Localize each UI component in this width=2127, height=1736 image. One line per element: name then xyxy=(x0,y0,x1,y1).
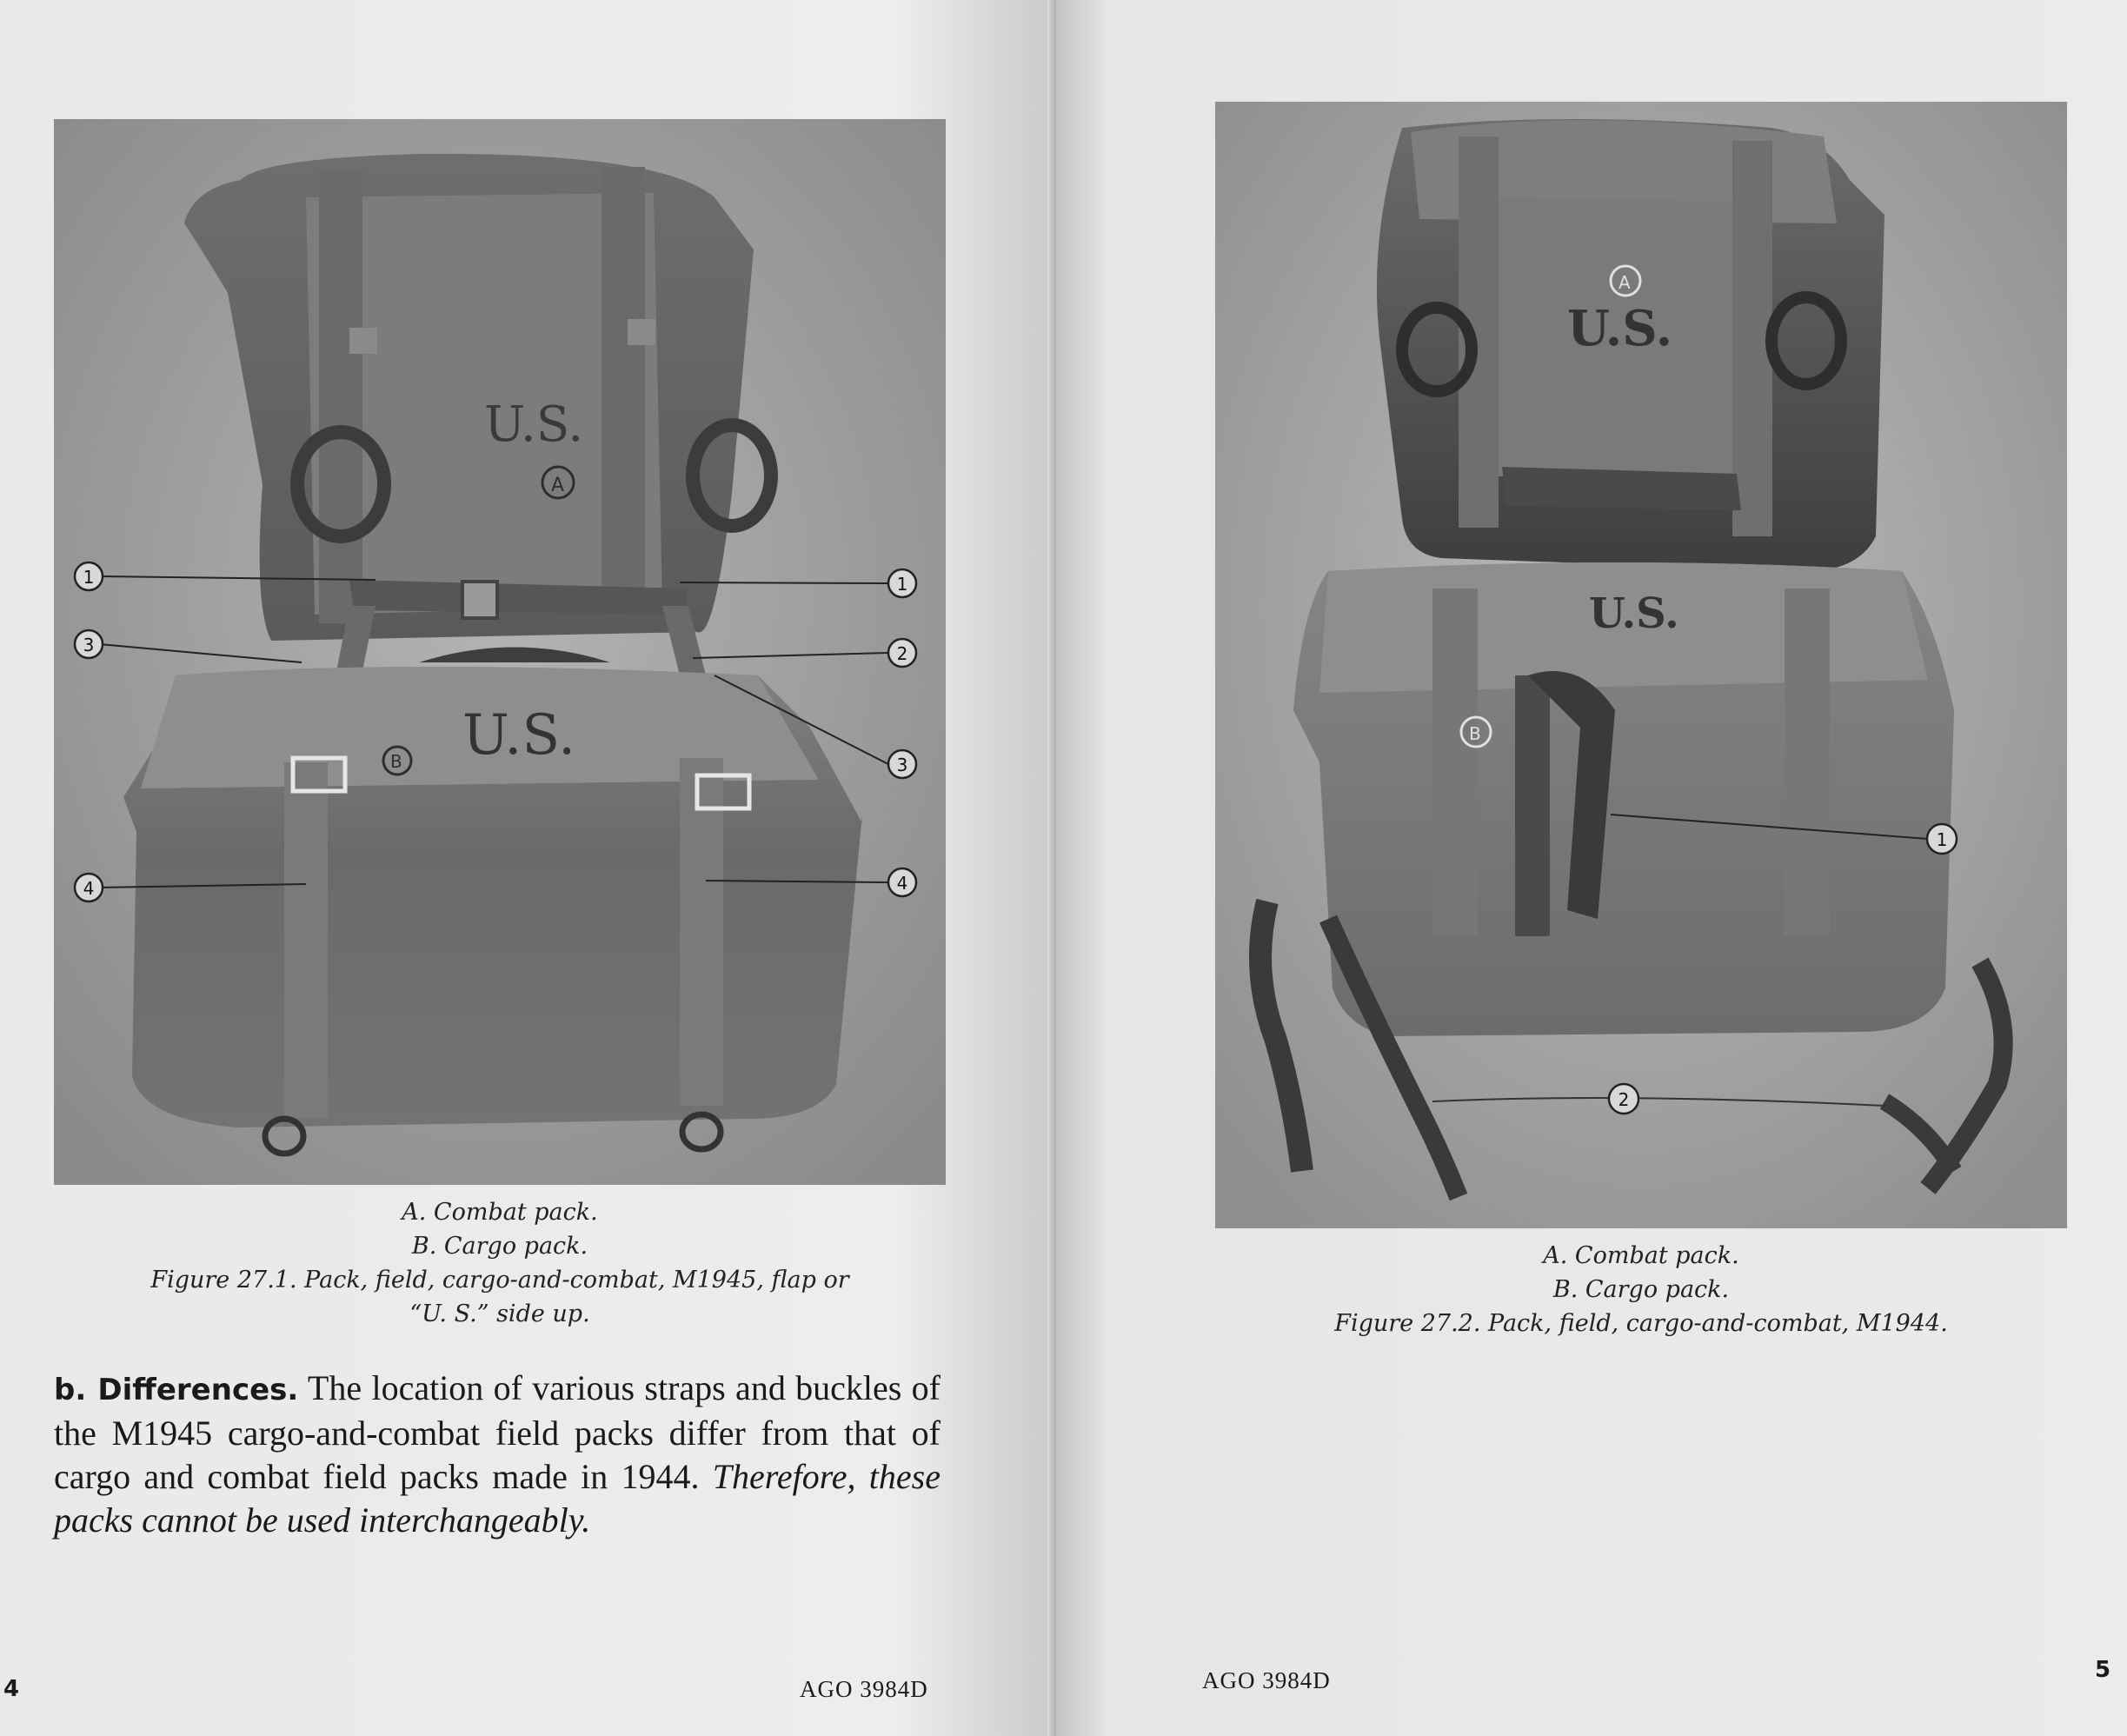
callout-4-left xyxy=(75,874,103,901)
callout-2-1944 xyxy=(1609,1084,1638,1114)
cargo-pack-us-marking: U.S. xyxy=(462,703,576,768)
caption-line-cargo-pack-1944: B. Cargo pack. xyxy=(1552,1276,1730,1303)
caption-line-figure-title-1944: Figure 27.2. Pack, field, cargo-and-combat, M1944. xyxy=(1334,1310,1948,1337)
svg-text:4: 4 xyxy=(83,878,95,899)
callout-1-1944 xyxy=(1927,824,1957,854)
doc-code-left: AGO 3984D xyxy=(800,1676,928,1702)
label-a-1944: A xyxy=(1619,272,1631,293)
paragraph-emphasis: Therefore, these packs cannot be used interchangeably. xyxy=(54,1457,941,1540)
combat-pack-us-marking-1944: U.S. xyxy=(1567,300,1673,357)
callout-1-left xyxy=(75,562,103,590)
page-number-right: 5 xyxy=(2095,1657,2111,1683)
callout-1-right xyxy=(888,569,916,597)
figure-27-1-caption xyxy=(54,1195,946,1331)
caption-line-figure-title: Figure 27.1. Pack, field, cargo-and-combat, M1945, flap or xyxy=(150,1267,849,1294)
caption-line-figure-title-cont: “U. S.” side up. xyxy=(409,1300,590,1327)
cargo-pack-us-marking-1944: U.S. xyxy=(1589,589,1679,638)
doc-code-right: AGO 3984D xyxy=(1202,1667,1331,1693)
label-b: B xyxy=(390,751,402,772)
paragraph-text: The location of various straps and buckles of the M1945 cargo-and-combat field packs differ from that of cargo and combat field packs made in 1944. xyxy=(54,1368,941,1496)
svg-text:1: 1 xyxy=(896,574,908,595)
caption-line-combat-pack: A. Combat pack. xyxy=(402,1199,598,1226)
right-page xyxy=(1056,0,2127,1736)
page-number-left: 4 xyxy=(3,1676,20,1702)
svg-text:1: 1 xyxy=(1936,829,1948,850)
svg-text:3: 3 xyxy=(896,755,908,775)
svg-text:1: 1 xyxy=(83,567,95,588)
label-a: A xyxy=(551,475,565,496)
callout-2-right xyxy=(888,639,916,667)
figure-27-1-photo xyxy=(54,119,946,1185)
svg-text:4: 4 xyxy=(896,873,908,894)
left-page xyxy=(0,0,1056,1736)
svg-text:3: 3 xyxy=(83,635,95,655)
figure-27-2-photo xyxy=(1215,102,2067,1228)
paragraph-heading: b. Differences. xyxy=(54,1373,299,1407)
caption-line-combat-pack-1944: A. Combat pack. xyxy=(1543,1242,1739,1269)
combat-pack-us-marking: U.S. xyxy=(484,396,584,453)
caption-line-cargo-pack: B. Cargo pack. xyxy=(411,1233,588,1260)
figure-27-2-caption xyxy=(1215,1239,2067,1340)
callout-3-right xyxy=(888,750,916,778)
svg-text:2: 2 xyxy=(896,643,908,664)
callout-3-left xyxy=(75,630,103,658)
label-b-1944: B xyxy=(1469,723,1481,744)
svg-text:2: 2 xyxy=(1618,1089,1630,1110)
callout-4-right xyxy=(888,868,916,896)
differences-paragraph xyxy=(54,1367,941,1542)
